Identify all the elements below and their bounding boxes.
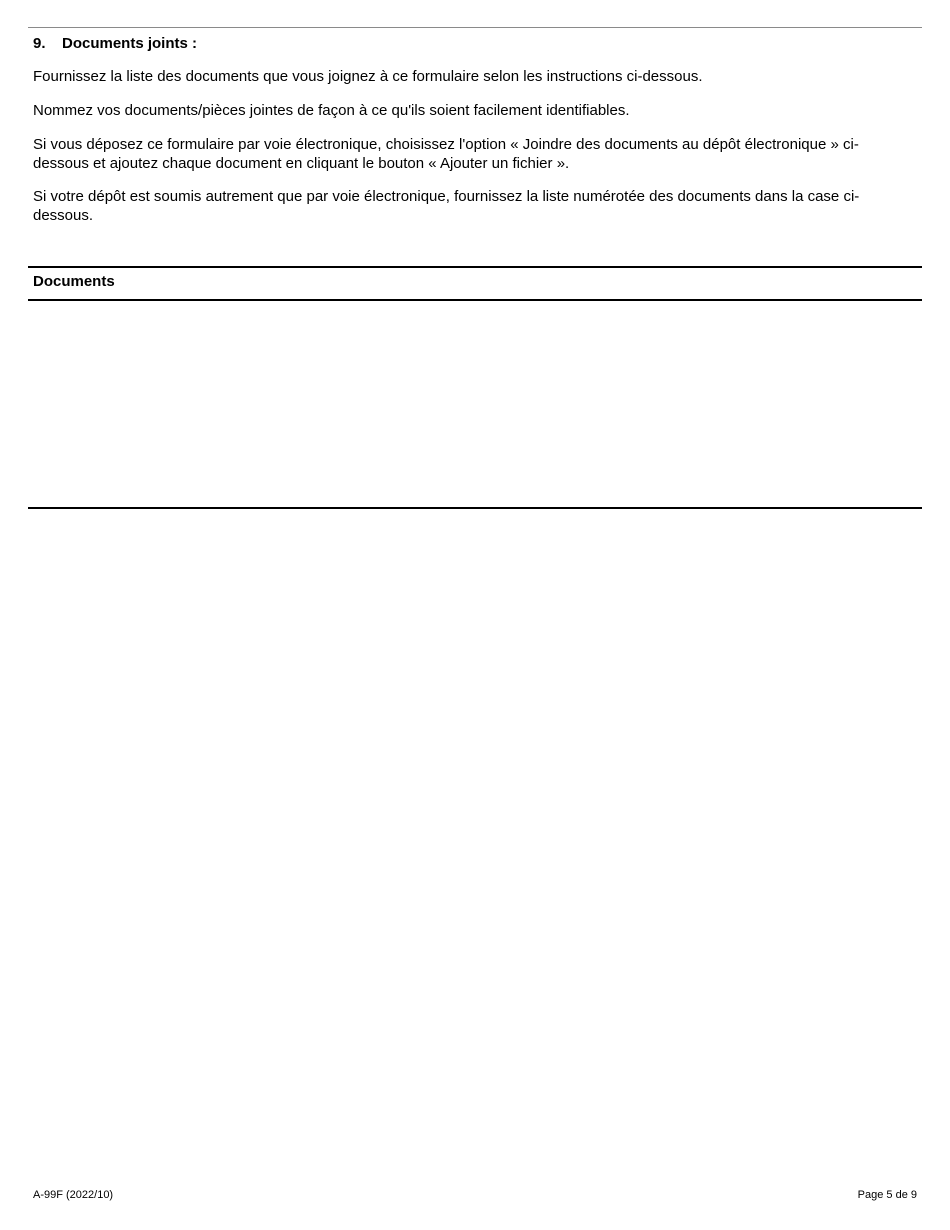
documents-list-field[interactable] — [28, 301, 922, 507]
page-number: Page 5 de 9 — [857, 1189, 917, 1201]
section-heading — [33, 35, 197, 52]
instruction-paragraph-2: Nommez vos documents/pièces jointes de façon à ce qu'ils soient facilement identifiables. — [33, 102, 630, 119]
section-title: Documents joints : — [62, 35, 198, 52]
instruction-paragraph-1: Fournissez la liste des documents que vous joignez à ce formulaire selon les instructions ci-dessous. — [33, 68, 703, 85]
top-divider — [28, 27, 922, 28]
documents-top-divider — [28, 266, 922, 268]
instruction-paragraph-4: Si votre dépôt est soumis autrement que par voie électronique, fournissez la liste numérotée des documents dans la case ci-dessous. — [33, 188, 860, 224]
documents-label: Documents — [33, 273, 115, 290]
instruction-paragraph-3: Si vous déposez ce formulaire par voie électronique, choisissez l'option « Joindre des documents au dépôt électronique » ci-dessous et ajoutez chaque document en cliquant le bouton « Ajouter un fichier ». — [33, 136, 859, 172]
form-identifier: A-99F (2022/10) — [33, 1189, 114, 1201]
section-number: 9. — [33, 35, 46, 52]
documents-bottom-divider — [28, 507, 922, 509]
